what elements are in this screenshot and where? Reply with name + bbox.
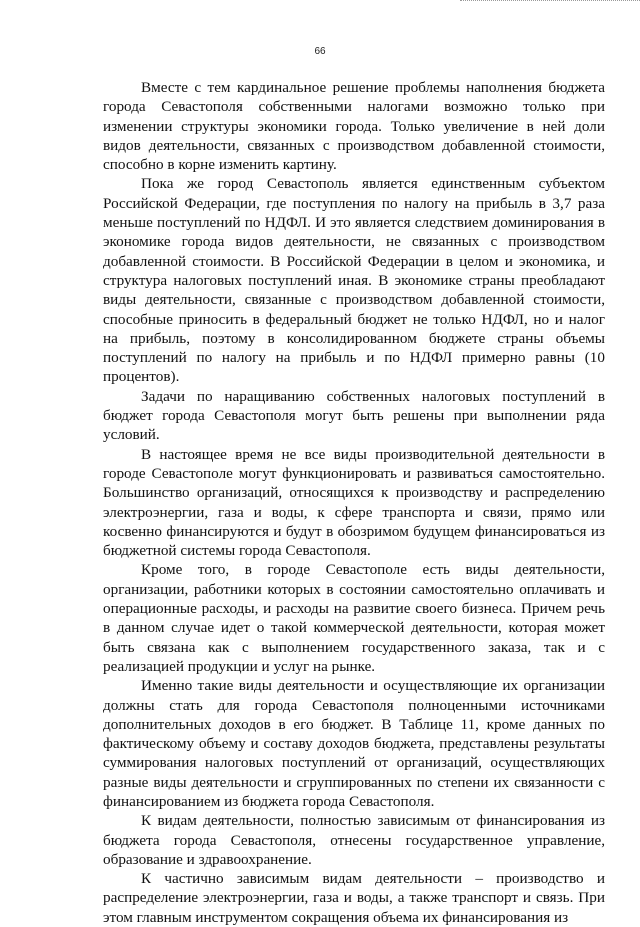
paragraph-5: Кроме того, в городе Севастополе есть виды деятельности, организации, работники которых в состоянии самостоятельно оплачивать и операционные расходы, и расходы на развитие своего бизнеса. Причем речь в данном случае идет о такой коммерческой деятельности, которая может быть связана как с выполнением государственного заказа, так и с реализацией продукции и услуг на рынке. bbox=[103, 561, 605, 675]
paragraph-3: Задачи по наращиванию собственных налоговых поступлений в бюджет города Севастополя могут быть решены при выполнении ряда условий. bbox=[103, 387, 605, 444]
paragraph-7: К видам деятельности, полностью зависимым от финансирования из бюджета города Севастополя, отнесены государственное управление, образование и здравоохранение. bbox=[103, 812, 605, 868]
paragraph-8: К частично зависимым видам деятельности – производство и распределение электроэнергии, газа и воды, а также транспорт и связь. При этом главным инструментом сокращения объема их финансирования из bbox=[103, 870, 605, 926]
paragraph-2: Пока же город Севастополь является единственным субъектом Российской Федерации, где поступления по налогу на прибыль в 3,7 раза меньше поступлений по НДФЛ. И это является следствием доминирования в экономике города видов деятельности, не связанных с производством добавленной стоимости. В Российской Федерации в целом и экономика, и структура налоговых поступлений иная. В экономике страны преобладают виды деятельности, связанные с производством добавленной стоимости, способные приносить в федеральный бюджет не только НДФЛ, но и налог на прибыль, поэтому в консолидированном бюджете страны объемы поступлений по налогу на прибыль и по НДФЛ примерно равны (10 процентов). bbox=[103, 175, 605, 386]
page-number: 66 bbox=[314, 46, 326, 57]
paragraph-1: Вместе с тем кардинальное решение проблемы наполнения бюджета города Севастополя собственными налогами возможно только при изменении структуры экономики города. Только увеличение в ней доли видов деятельности, связанных с производством добавленной стоимости, способно в корне изменить картину. bbox=[103, 79, 605, 174]
paragraph-4: В настоящее время не все виды производительной деятельности в городе Севастополе могут функционировать и развиваться самостоятельно. Большинство организаций, относящихся к производству и распределению электроэнергии, газа и воды, к сфере транспорта и связи, прямо или косвенно финансируются и будут в обозримом будущем финансироваться из бюджетной системы города Севастополя. bbox=[103, 445, 605, 560]
body-text bbox=[103, 78, 605, 927]
paragraph-6: Именно такие виды деятельности и осуществляющие их организации должны стать для города Севастополя полноценными источниками дополнительных доходов в его бюджет. В Таблице 11, кроме данных по фактическому объему и составу доходов бюджета, представлены результаты суммирования налоговых поступлений от организаций, осуществляющих разные виды деятельности и сгруппированных по степени их связанности с финансированием из бюджета города Севастополя. bbox=[103, 677, 605, 810]
scan-edge-mark bbox=[460, 0, 640, 4]
